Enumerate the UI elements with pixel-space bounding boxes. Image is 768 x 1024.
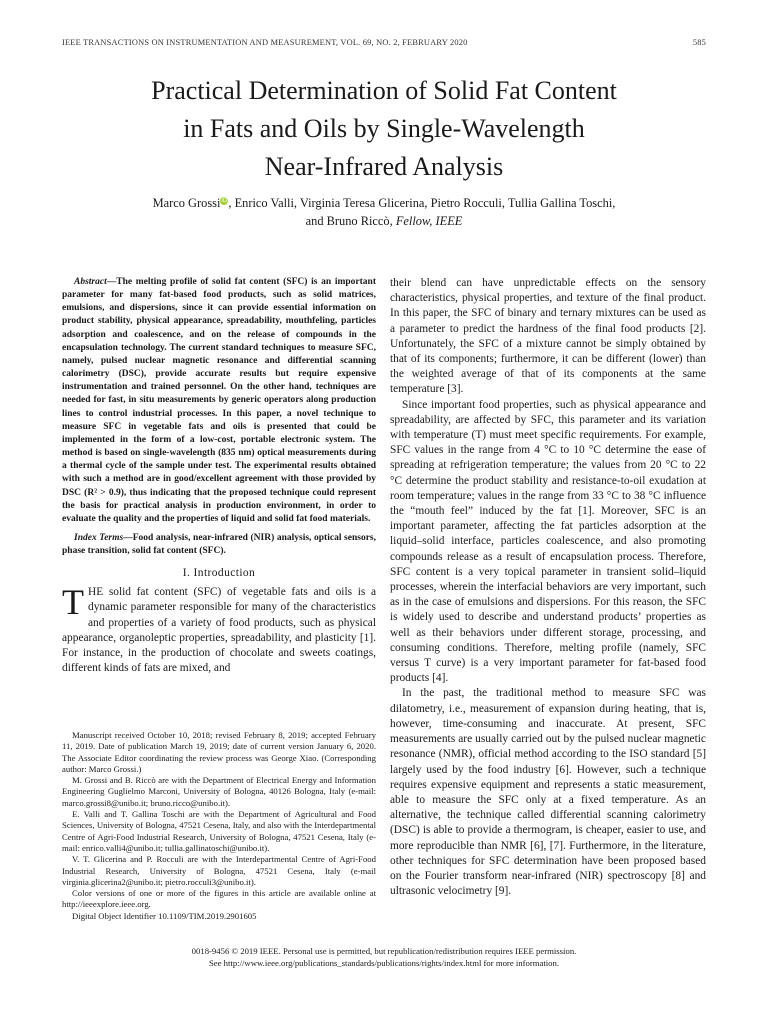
title-line-2: in Fats and Oils by Single-Wavelength — [183, 114, 585, 143]
index-terms-label: Index Terms — [74, 532, 124, 543]
index-terms-text: Food analysis, near-infrared (NIR) analysis, optical sensors, phase transition, solid fat content (SFC). — [62, 532, 376, 557]
page-number: 585 — [692, 38, 706, 47]
footnotes — [62, 730, 376, 922]
first-author: Marco Grossi — [152, 196, 221, 210]
footnote-affiliation-1: M. Grossi and B. Riccò are with the Department of Electrical Energy and Information Engineering Guglielmo Marconi, University of Bologna, 40126 Bologna, Italy (e-mail: marco.grossi8@unibo.it; bruno.ricco@unibo.it). — [62, 775, 376, 808]
copyright-notice — [62, 946, 706, 969]
footnote-color-versions: Color versions of one or more of the figures in this article are available online at http://ieeexplore.ieee.org. — [62, 888, 376, 910]
author-list — [80, 194, 688, 230]
abstract-label: Abstract — [74, 277, 107, 287]
orcid-icon[interactable]: iD — [221, 196, 228, 204]
author-grade: Fellow, IEEE — [395, 214, 463, 228]
abstract: Abstract—The melting profile of solid fat content (SFC) is an important parameter for many fat-based food products, such as solid matrices, emulsions, and dispersions, since it can provide essential information on product stability, physical appearance, spreadability, mouthfeling, particles adsorption and coalescence, and on the release of compounds in the encapsulation technology. The current standard techniques to measure SFC, namely, pulsed nuclear magnetic resonance and differential scanning calorimetry (DSC), provide accurate results but require expensive instrumentation and trained personnel. On the other hand, techniques are needed for fast, in situ measurements by generic operators along production lines to control industrial processes. In this paper, a novel technique to measure SFC in vegetable fats and oils is presented that could be implemented in the form of a low-cost, portable electronic system. The method is based on single-wavelength (835 nm) optical measurements during a thermal cycle of the sample under test. The experimental results obtained with such a method are in good/excellent agreement with those provided by DSC (R² > 0.9), thus indicating that the proposed technique could represent the basis for practical analysis in production environment, in order to evaluate the quality and the properties of liquid and solid fat food materials. — [62, 277, 376, 524]
footnote-affiliation-3: V. T. Glicerina and P. Rocculi are with the Interdepartmental Centre of Agri-Food Industrial Research, University of Bologna, 47521 Cesena, Italy (e-mail virginia.glicerina2@unibo.it; pietro.rocculi3@unibo.it). — [62, 854, 376, 887]
footnote-affiliation-2: E. Valli and T. Gallina Toschi are with the Department of Agricultural and Food Sciences, University of Bologna, 47521 Cesena, Italy, and also with the Interdepartmental Centre of Agri-Food Industrial Research, University of Bologna, 47521 Cesena, Italy (e-mail: enrico.valli4@unibo.it; tullia.gallinatoschi@unibo.it). — [62, 809, 376, 853]
other-authors: , Enrico Valli, Virginia Teresa Glicerina, Pietro Rocculi, Tullia Gallina Toschi, — [228, 196, 616, 210]
paragraph: In the past, the traditional method to measure SFC was dilatometry, i.e., measurement of expansion during heating, that is, however, time-consuming and inaccurate. At present, SFC measurements are usually carried out by the pulsed nuclear magnetic resonance (NMR), official method according to the ISO standard [5] largely used by the food industry [6]. However, such a technique requires expensive equipment and represents a static measurement, able to measure the SFC only at a fixed temperature. As an alternative, the technique called differential scanning calorimetry (DSC) is able to provide a thermogram, is cheaper, easier to use, and more reproducible than NMR [6], [7]. Furthermore, in the literature, other techniques for SFC determination have been proposed based on the Fourier transform near-infrared (NIR) spectroscopy [8] and ultrasonic velocimetry [9]. — [390, 687, 706, 898]
abstract-text: The melting profile of solid fat content (SFC) is an important parameter for many fat-based food products, such as solid matrices, emulsions, and dispersions, since it can provide essential information on product stability, physical appearance, spreadability, mouthfeling, particles adsorption and coalescence, and on the release of compounds in the encapsulation technology. The current standard techniques to measure SFC, namely, pulsed nuclear magnetic resonance and differential scanning calorimetry (DSC), provide accurate results but require expensive instrumentation and trained personnel. On the other hand, techniques are needed for fast, in situ measurements by generic operators along production lines to control industrial processes. In this paper, a novel technique to measure SFC in vegetable fats and oils is presented that could be implemented in the form of a low-cost, portable electronic system. The method is based on single-wavelength (835 nm) optical measurements during a thermal cycle of the sample under test. The experimental results obtained with such a method are in good/excellent agreement with those provided by DSC (R² > 0.9), thus indicating that the proposed technique could represent the basis for practical analysis in production environment, in order to evaluate the quality and the properties of liquid and solid fat food materials. — [62, 277, 376, 524]
copyright-line-1: 0018-9456 © 2019 IEEE. Personal use is permitted, but republication/redistribution requires IEEE permission. — [191, 946, 577, 956]
title-line-3: Near-Infrared Analysis — [264, 152, 504, 181]
last-author: and Bruno Riccò, — [305, 214, 393, 228]
copyright-line-2: See http://www.ieee.org/publications_standards/publications/rights/index.html for more information. — [208, 957, 560, 968]
journal-name: IEEE TRANSACTIONS ON INSTRUMENTATION AND MEASUREMENT, VOL. 69, NO. 2, FEBRUARY 2020 — [62, 38, 468, 47]
paragraph: Since important food properties, such as physical appearance and spreadability, are affected by SFC, this parameter and its variation with temperature (T) must meet specific requirements. For example, SFC values in the range from 4 °C to 10 °C determine the ease of spreading at refrigeration temperature; the values from 20 °C to 22 °C determine the product stability and resistance-to-oil exudation at room temperature; values in the range from 33 °C to 38 °C influence the “mouth feel” induced by the fat [1]. Moreover, SFC is an important parameter, affecting the fat particles adsorption at the liquid–solid interface, particles coalescence, and also promoting compounds release as a result of encapsulation process. Therefore, SFC content is a very topical parameter in transient solid–liquid processes, wherein the interfacial behaviors are very important, such as in the case of emulsions and dispersions. For this reason, the SFC is widely used to describe and understand products’ properties as well as their behaviors under different storage, processing, and consuming conditions. Therefore, melting profile (namely, SFC versus T curve) is a very important parameter for fat-based food products [4]. — [390, 398, 706, 685]
paragraph: their blend can have unpredictable effects on the sensory characteristics, physical properties, and texture of the final product. In this paper, the SFC of binary and ternary mixtures can be used as a parameter to predict the hardness of the final food products [2]. Unfortunately, the SFC of a mixture cannot be simply obtained by that of its components; furthermore, it can be different (lower) than the weighted average of that of its components at the same temperature [3]. — [390, 277, 706, 396]
left-column — [62, 276, 376, 677]
footnote-manuscript: Manuscript received October 10, 2018; revised February 8, 2019; accepted February 11, 2019. Date of publication March 19, 2019; date of current version January 6, 2020. The Associate Editor coordinating the review process was George Xiao. (Corresponding author: Marco Grossi.) — [62, 730, 376, 774]
right-column — [390, 276, 706, 899]
paper-title — [60, 72, 708, 186]
section-heading-introduction: I. Introduction — [182, 567, 256, 580]
introduction-paragraph: THE solid fat content (SFC) of vegetable fats and oils is a dynamic parameter responsible for many of the characteristics and properties of a variety of food products, such as physical appearance, organoleptic properties, spreadability, and plasticity [1]. For instance, in the production of chocolate and sweets coatings, different kinds of fats are mixed, and — [62, 582, 376, 675]
index-terms: Index Terms—Food analysis, near-infrared (NIR) analysis, optical sensors, phase transition, solid fat content (SFC). — [62, 532, 376, 557]
title-line-1: Practical Determination of Solid Fat Content — [151, 76, 617, 105]
drop-cap: T — [62, 582, 84, 623]
footnote-doi: Digital Object Identifier 10.1109/TIM.2019.2901605 — [72, 910, 257, 921]
